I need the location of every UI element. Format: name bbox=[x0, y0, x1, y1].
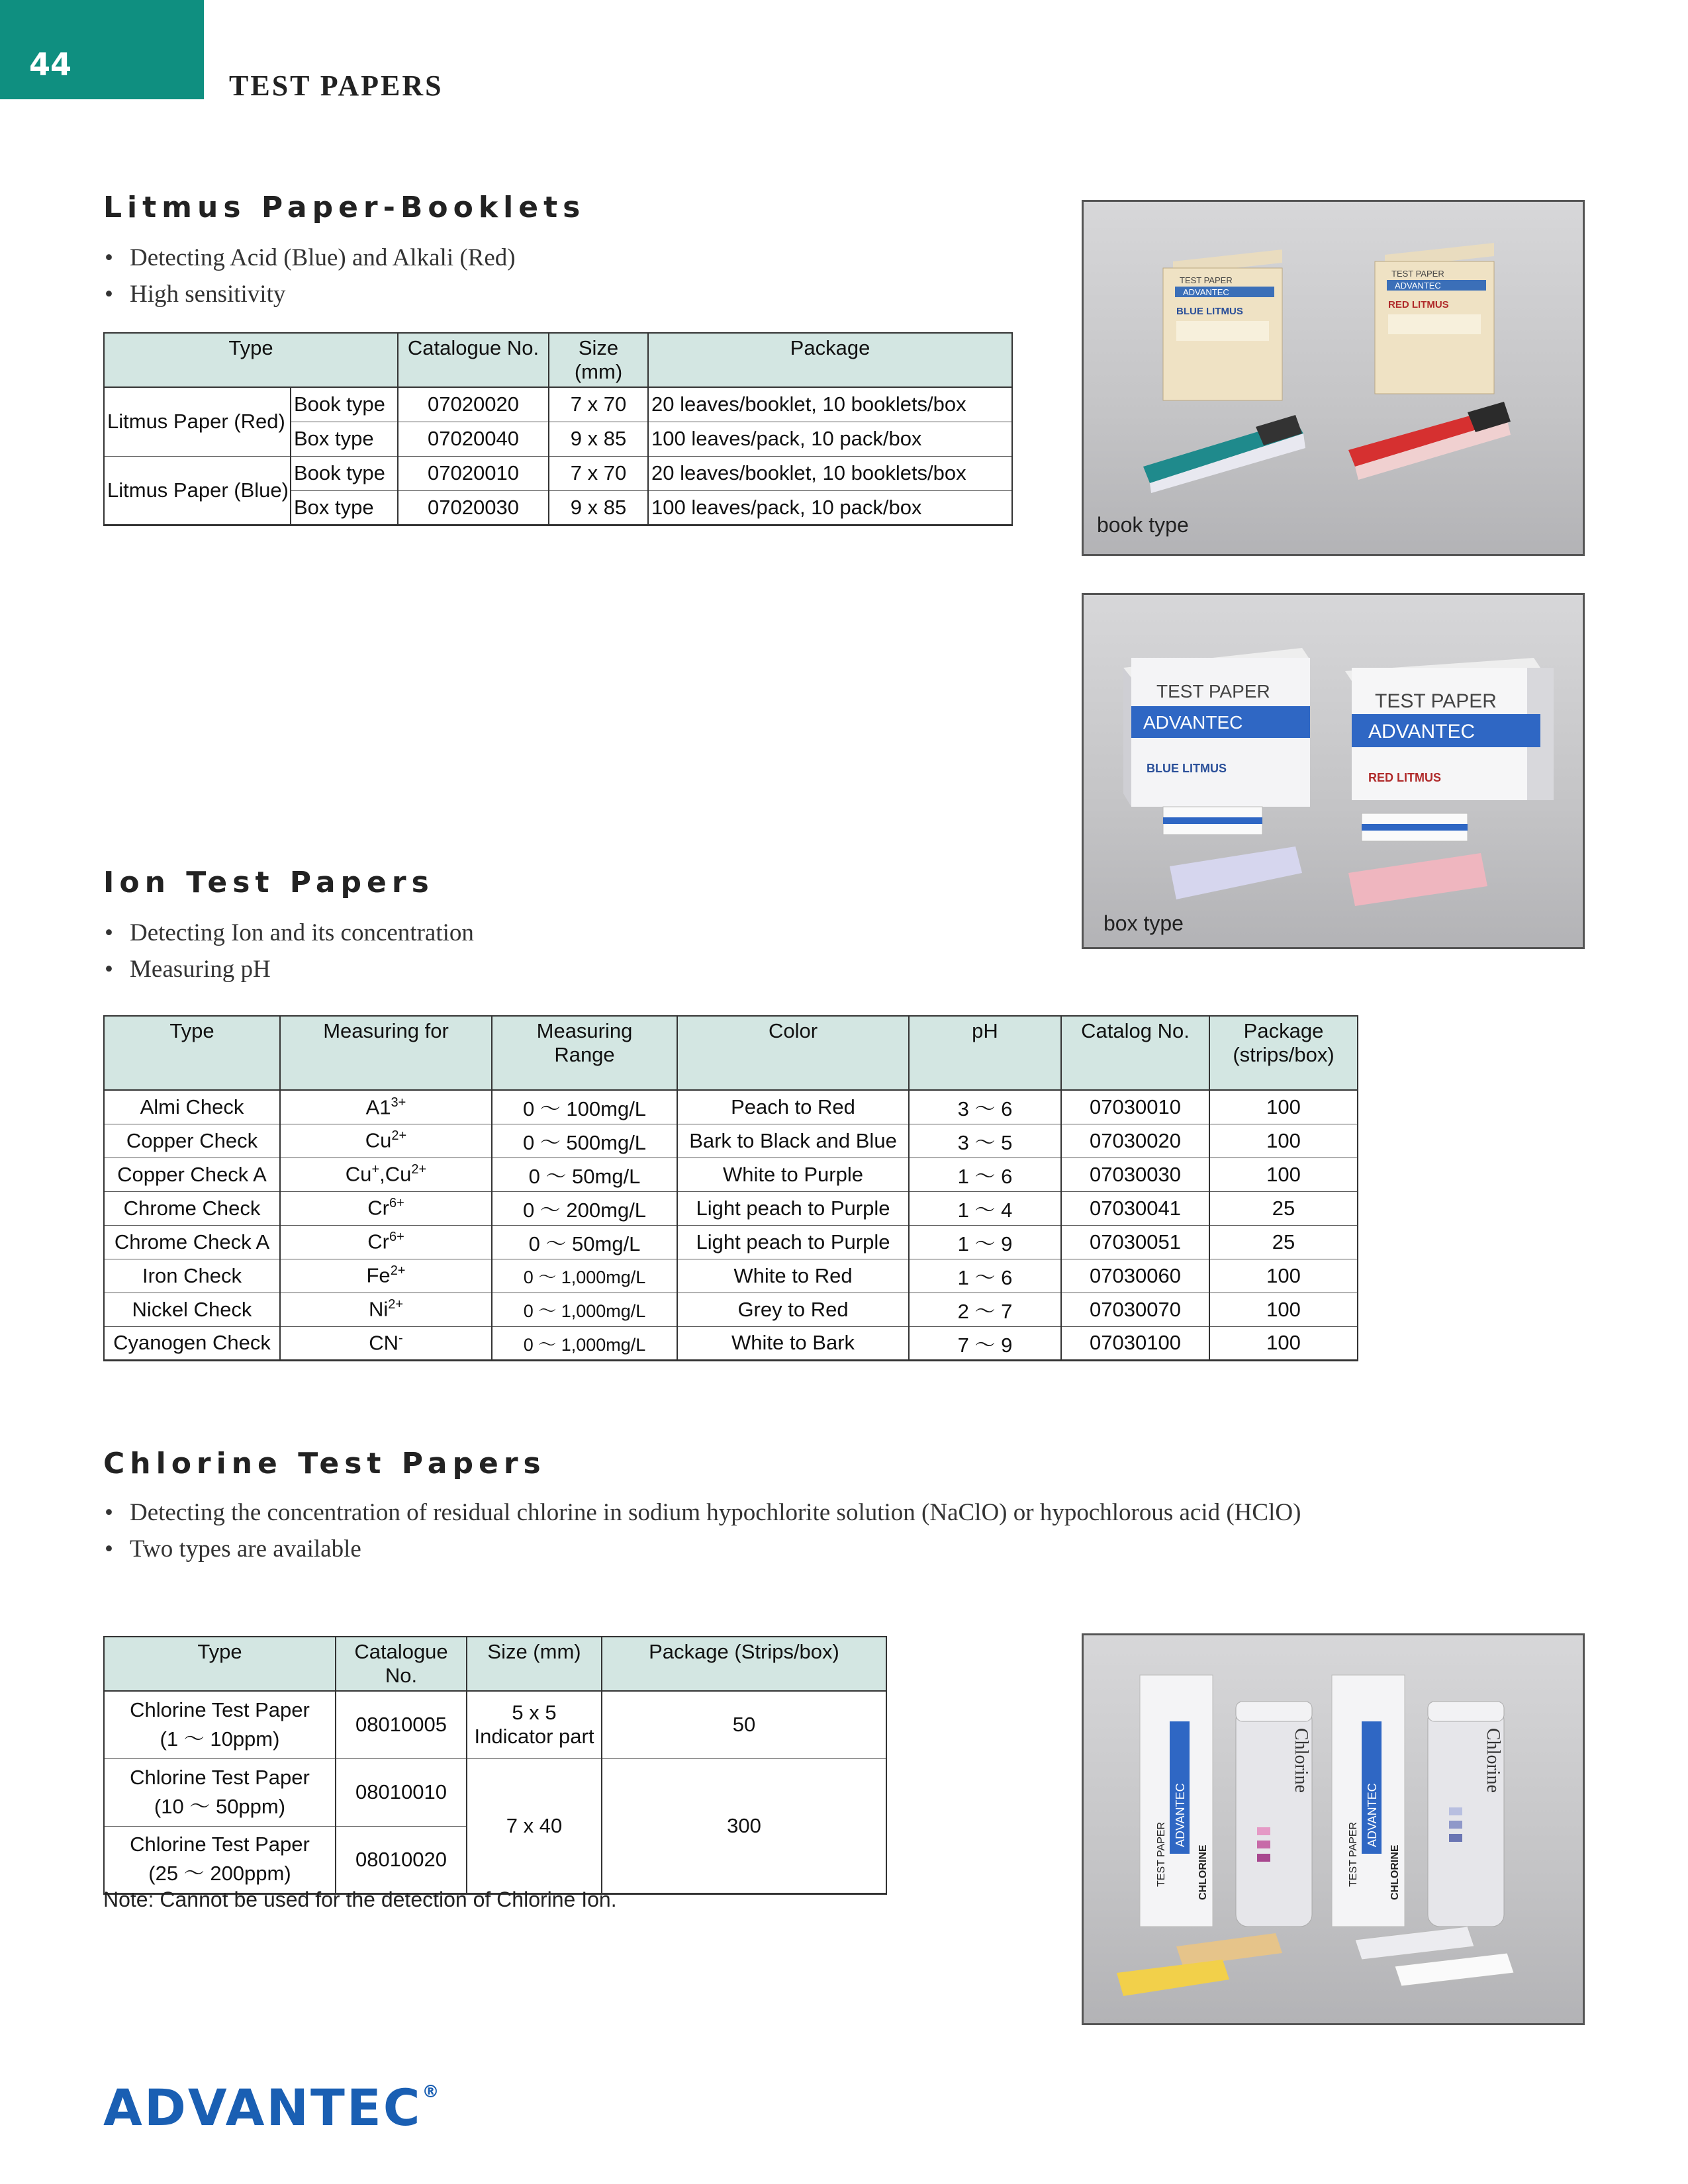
svg-text:RED LITMUS: RED LITMUS bbox=[1368, 771, 1441, 784]
catalog-cell: 07030020 bbox=[1061, 1124, 1209, 1158]
package-cell: 25 bbox=[1209, 1225, 1358, 1259]
column-header: Type bbox=[104, 333, 398, 387]
package-cell: 100 bbox=[1209, 1326, 1358, 1360]
svg-text:TEST PAPER: TEST PAPER bbox=[1375, 690, 1497, 712]
type-cell: Almi Check bbox=[104, 1090, 280, 1124]
ion-table bbox=[103, 1015, 1358, 1361]
subtype-cell: Box type bbox=[291, 422, 398, 456]
package-cell: 100 leaves/pack, 10 pack/box bbox=[648, 490, 1012, 525]
range-cell: 0 ～ 500mg/L bbox=[492, 1124, 677, 1158]
catalogue-cell: 07020010 bbox=[398, 456, 549, 490]
catalog-cell: 07030030 bbox=[1061, 1158, 1209, 1191]
column-header: Measuring for bbox=[280, 1016, 492, 1090]
chlorine-section-title: Chlorine Test Papers bbox=[103, 1447, 546, 1480]
table-row bbox=[104, 1225, 1358, 1259]
svg-text:TEST PAPER: TEST PAPER bbox=[1156, 1821, 1167, 1887]
svg-text:RED LITMUS: RED LITMUS bbox=[1388, 299, 1449, 310]
column-header: Catalogue No. bbox=[398, 333, 549, 387]
litmus-table bbox=[103, 332, 1013, 526]
ion-cell: $Ni^{2+}$ bbox=[280, 1293, 492, 1326]
color-cell: White to Purple bbox=[677, 1158, 909, 1191]
svg-text:Chlorine: Chlorine bbox=[1291, 1728, 1311, 1793]
type-cell: Copper Check bbox=[104, 1124, 280, 1158]
table-row bbox=[104, 387, 1012, 422]
column-header: Color bbox=[677, 1016, 909, 1090]
chlorine-bullets bbox=[103, 1494, 1301, 1567]
registered-mark: ® bbox=[422, 2082, 442, 2102]
catalogue-cell: 08010005 bbox=[336, 1691, 467, 1758]
book-type-photo bbox=[1082, 200, 1585, 556]
chlorine-note: Note: Cannot be used for the detection of Chlorine Ion. bbox=[103, 1888, 617, 1911]
package-cell: 20 leaves/booklet, 10 booklets/box bbox=[648, 387, 1012, 422]
type-cell: Cyanogen Check bbox=[104, 1326, 280, 1360]
catalogue-cell: 07020020 bbox=[398, 387, 549, 422]
type-cell: Nickel Check bbox=[104, 1293, 280, 1326]
page-number-tab bbox=[0, 0, 204, 99]
column-header: Package (strips/box) bbox=[1209, 1016, 1358, 1090]
catalogue-cell: 08010020 bbox=[336, 1826, 467, 1893]
svg-text:Chlorine: Chlorine bbox=[1483, 1728, 1503, 1793]
type-cell: Iron Check bbox=[104, 1259, 280, 1293]
type-cell: Chlorine Test Paper (10 ～ 50ppm) bbox=[104, 1758, 336, 1826]
range-cell: 0 ～ 50mg/L bbox=[492, 1225, 677, 1259]
color-cell: Bark to Black and Blue bbox=[677, 1124, 909, 1158]
svg-text:CHLORINE: CHLORINE bbox=[1197, 1844, 1209, 1900]
ion-cell: $Cu^{2+}$ bbox=[280, 1124, 492, 1158]
subtype-cell: Book type bbox=[291, 456, 398, 490]
chlorine-products-illustration bbox=[1084, 1635, 1583, 2023]
svg-text:TEST PAPER: TEST PAPER bbox=[1391, 269, 1444, 279]
page-title: TEST PAPERS bbox=[229, 69, 444, 102]
chlorine-table bbox=[103, 1636, 887, 1895]
ion-section-title: Ion Test Papers bbox=[103, 866, 434, 899]
catalogue-cell: 07020030 bbox=[398, 490, 549, 525]
table-row bbox=[104, 1124, 1358, 1158]
catalogue-cell: 08010010 bbox=[336, 1758, 467, 1826]
ion-bullet: • Detecting Ion and its concentration bbox=[103, 915, 474, 951]
column-header: Type bbox=[104, 1637, 336, 1691]
package-cell: 20 leaves/booklet, 10 booklets/box bbox=[648, 456, 1012, 490]
litmus-booklets-illustration bbox=[1084, 202, 1583, 554]
package-cell: 25 bbox=[1209, 1191, 1358, 1225]
catalog-cell: 07030100 bbox=[1061, 1326, 1209, 1360]
litmus-bullet: • Detecting Acid (Blue) and Alkali (Red) bbox=[103, 240, 516, 276]
advantec-logo bbox=[103, 2078, 442, 2137]
svg-text:ADVANTEC: ADVANTEC bbox=[1395, 281, 1441, 291]
box-type-photo bbox=[1082, 593, 1585, 949]
litmus-boxes-illustration bbox=[1084, 595, 1583, 947]
ion-cell: $Cr^{6+}$ bbox=[280, 1191, 492, 1225]
package-cell: 300 bbox=[602, 1758, 886, 1893]
catalogue-cell: 07020040 bbox=[398, 422, 549, 456]
type-cell: Chlorine Test Paper (1 ～ 10ppm) bbox=[104, 1691, 336, 1758]
svg-text:ADVANTEC: ADVANTEC bbox=[1183, 287, 1229, 297]
color-cell: Light peach to Purple bbox=[677, 1191, 909, 1225]
table-row bbox=[104, 1691, 886, 1758]
package-cell: 100 leaves/pack, 10 pack/box bbox=[648, 422, 1012, 456]
table-row bbox=[104, 1158, 1358, 1191]
type-cell: Chlorine Test Paper (25 ～ 200ppm) bbox=[104, 1826, 336, 1893]
package-cell: 100 bbox=[1209, 1293, 1358, 1326]
column-header: Size (mm) bbox=[549, 333, 648, 387]
ion-cell: $Cu^+,Cu^{2+}$ bbox=[280, 1158, 492, 1191]
ph-cell: 1 ～ 6 bbox=[909, 1259, 1061, 1293]
package-cell: 100 bbox=[1209, 1259, 1358, 1293]
catalog-cell: 07030010 bbox=[1061, 1090, 1209, 1124]
ion-cell: $Fe^{2+}$ bbox=[280, 1259, 492, 1293]
svg-text:TEST PAPER: TEST PAPER bbox=[1180, 275, 1233, 285]
photo-caption: book type bbox=[1097, 513, 1189, 537]
column-header: Size (mm) bbox=[467, 1637, 602, 1691]
ph-cell: 1 ～ 6 bbox=[909, 1158, 1061, 1191]
ph-cell: 7 ～ 9 bbox=[909, 1326, 1061, 1360]
range-cell: 0 ～ 200mg/L bbox=[492, 1191, 677, 1225]
color-cell: Peach to Red bbox=[677, 1090, 909, 1124]
chlorine-bullet: • Detecting the concentration of residual chlorine in sodium hypochlorite solution (NaClO) or hypochlorous acid (HClO) bbox=[103, 1494, 1301, 1531]
catalog-cell: 07030041 bbox=[1061, 1191, 1209, 1225]
column-header: pH bbox=[909, 1016, 1061, 1090]
color-cell: Light peach to Purple bbox=[677, 1225, 909, 1259]
package-cell: 100 bbox=[1209, 1158, 1358, 1191]
column-header: Catalog No. bbox=[1061, 1016, 1209, 1090]
subtype-cell: Box type bbox=[291, 490, 398, 525]
table-row bbox=[104, 1293, 1358, 1326]
color-cell: White to Bark bbox=[677, 1326, 909, 1360]
table-row bbox=[104, 1326, 1358, 1360]
litmus-section-title: Litmus Paper-Booklets bbox=[103, 191, 586, 224]
brand-wordmark: ADVANTEC bbox=[103, 2078, 422, 2137]
range-cell: 0 ～ 1,000mg/L bbox=[492, 1293, 677, 1326]
range-cell: 0 ～ 100mg/L bbox=[492, 1090, 677, 1124]
color-cell: Grey to Red bbox=[677, 1293, 909, 1326]
table-row bbox=[104, 1191, 1358, 1225]
table-row bbox=[104, 1259, 1358, 1293]
package-cell: 50 bbox=[602, 1691, 886, 1758]
svg-text:ADVANTEC: ADVANTEC bbox=[1143, 712, 1243, 733]
size-cell: 7 x 70 bbox=[549, 456, 648, 490]
column-header: Catalogue No. bbox=[336, 1637, 467, 1691]
ph-cell: 1 ～ 9 bbox=[909, 1225, 1061, 1259]
ion-bullet: • Measuring pH bbox=[103, 951, 474, 987]
litmus-type-cell: Litmus Paper (Red) bbox=[104, 387, 291, 456]
page-number: 44 bbox=[29, 46, 72, 82]
catalog-cell: 07030051 bbox=[1061, 1225, 1209, 1259]
type-cell: Chrome Check bbox=[104, 1191, 280, 1225]
photo-caption: box type bbox=[1103, 911, 1184, 935]
ion-cell: $A1^{3+}$ bbox=[280, 1090, 492, 1124]
range-cell: 0 ～ 1,000mg/L bbox=[492, 1326, 677, 1360]
chlorine-bullet: • Two types are available bbox=[103, 1531, 1301, 1567]
ph-cell: 3 ～ 6 bbox=[909, 1090, 1061, 1124]
size-cell: 5 x 5 Indicator part bbox=[467, 1691, 602, 1758]
svg-text:TEST PAPER: TEST PAPER bbox=[1156, 681, 1270, 702]
ph-cell: 3 ～ 5 bbox=[909, 1124, 1061, 1158]
litmus-bullet: • High sensitivity bbox=[103, 276, 516, 312]
table-row bbox=[104, 456, 1012, 490]
svg-text:ADVANTEC: ADVANTEC bbox=[1174, 1783, 1187, 1847]
svg-text:BLUE LITMUS: BLUE LITMUS bbox=[1147, 762, 1227, 775]
ion-cell: $Cr^{6+}$ bbox=[280, 1225, 492, 1259]
ph-cell: 1 ～ 4 bbox=[909, 1191, 1061, 1225]
size-cell: 9 x 85 bbox=[549, 422, 648, 456]
type-cell: Chrome Check A bbox=[104, 1225, 280, 1259]
svg-text:ADVANTEC: ADVANTEC bbox=[1366, 1783, 1379, 1847]
subtype-cell: Book type bbox=[291, 387, 398, 422]
svg-text:CHLORINE: CHLORINE bbox=[1389, 1844, 1401, 1900]
ion-cell: CN- bbox=[280, 1326, 492, 1360]
column-header: Package (Strips/box) bbox=[602, 1637, 886, 1691]
litmus-type-cell: Litmus Paper (Blue) bbox=[104, 456, 291, 525]
column-header: Package bbox=[648, 333, 1012, 387]
table-row bbox=[104, 1758, 886, 1826]
column-header: Measuring Range bbox=[492, 1016, 677, 1090]
svg-text:ADVANTEC: ADVANTEC bbox=[1368, 721, 1476, 743]
chlorine-photo bbox=[1082, 1633, 1585, 2025]
svg-text:BLUE LITMUS: BLUE LITMUS bbox=[1176, 306, 1243, 317]
ion-bullets bbox=[103, 915, 474, 987]
size-cell: 7 x 70 bbox=[549, 387, 648, 422]
column-header: Type bbox=[104, 1016, 280, 1090]
table-row bbox=[104, 1090, 1358, 1124]
package-cell: 100 bbox=[1209, 1090, 1358, 1124]
range-cell: 0 ～ 50mg/L bbox=[492, 1158, 677, 1191]
catalog-cell: 07030060 bbox=[1061, 1259, 1209, 1293]
color-cell: White to Red bbox=[677, 1259, 909, 1293]
ph-cell: 2 ～ 7 bbox=[909, 1293, 1061, 1326]
catalog-cell: 07030070 bbox=[1061, 1293, 1209, 1326]
type-cell: Copper Check A bbox=[104, 1158, 280, 1191]
range-cell: 0 ～ 1,000mg/L bbox=[492, 1259, 677, 1293]
svg-text:TEST PAPER: TEST PAPER bbox=[1348, 1821, 1359, 1887]
package-cell: 100 bbox=[1209, 1124, 1358, 1158]
size-cell: 9 x 85 bbox=[549, 490, 648, 525]
size-cell: 7 x 40 bbox=[467, 1758, 602, 1893]
litmus-bullets bbox=[103, 240, 516, 312]
